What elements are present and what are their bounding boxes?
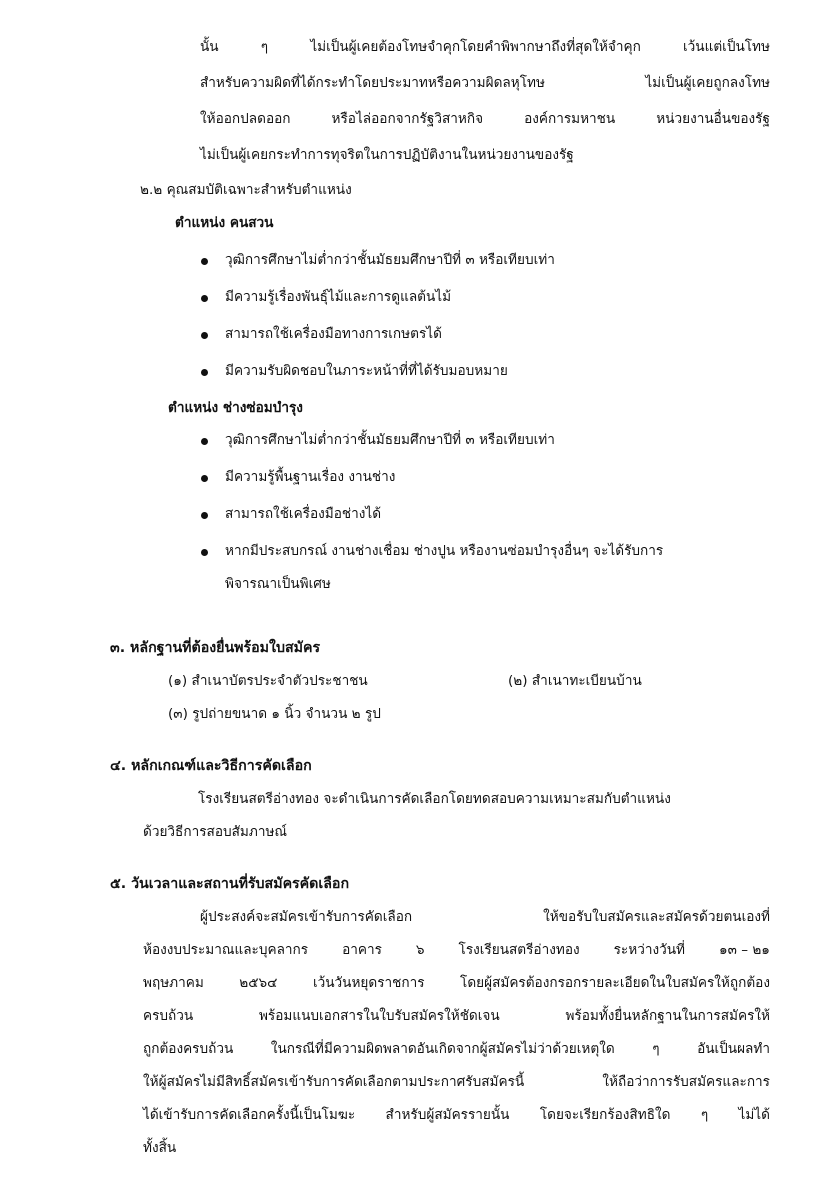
position-title-gardener: ตำแหน่ง คนสวน <box>175 215 274 231</box>
text-segment: อันเป็นผลทำ <box>697 1041 770 1057</box>
text-segment: ให้ถือว่าการรับสมัครและการ <box>602 1074 770 1090</box>
gardener-requirement: สามารถใช้เครื่องมือทางการเกษตรได้ <box>225 326 442 342</box>
text-segment: เว้นวันหยุดราชการ <box>312 975 425 991</box>
gardener-requirement: วุฒิการศึกษาไม่ต่ำกว่าชั้นมัธยมศึกษาปีที่ ๓ หรือเทียบเท่า <box>225 252 555 268</box>
maintenance-requirement: หากมีประสบกรณ์ งานช่างเชื่อม ช่างปูน หรืองานซ่อมบำรุงอื่นๆ จะได้รับการ <box>225 543 664 559</box>
text-segment: ๆ <box>700 1107 709 1123</box>
paragraph-line <box>200 109 770 129</box>
text-segment: ในกรณีที่มีความผิดพลาดอันเกิดจากผู้สมัครไม่ว่าด้วยเหตุใด <box>270 1041 615 1057</box>
text-segment: สำหรับผู้สมัครรายนั้น <box>385 1107 510 1123</box>
text-segment: นั้น <box>200 39 219 55</box>
text-segment: หรือไล่ออกจากรัฐวิสาหกิจ <box>331 111 484 127</box>
section-2-2-heading: ๒.๒ คุณสมบัติเฉพาะสำหรับตำแหน่ง <box>140 182 352 198</box>
bullet-icon <box>201 258 208 265</box>
section-4-text: ด้วยวิธีการสอบสัมภาษณ์ <box>143 824 288 840</box>
paragraph-line <box>200 37 770 57</box>
text-segment: โรงเรียนสตรีอ่างทอง <box>458 942 580 958</box>
bullet-icon <box>201 549 208 556</box>
text-segment: ๆ <box>260 39 269 55</box>
section-4-heading: ๔. หลักเกณฑ์และวิธีการคัดเลือก <box>110 758 312 774</box>
gardener-requirement: มีความรับผิดชอบในภาระหน้าที่ที่ได้รับมอบหมาย <box>225 363 508 379</box>
text-segment: ทั้งสิ้น <box>143 1140 177 1156</box>
text-segment: ไม่ได้ <box>738 1107 770 1123</box>
maintenance-requirement-continued: พิจารณาเป็นพิเศษ <box>225 576 331 592</box>
text-segment: อาคาร <box>342 942 382 958</box>
paragraph-line <box>143 1105 770 1125</box>
paragraph-line <box>200 145 574 165</box>
text-segment: ให้ผู้สมัครไม่มีสิทธิ์สมัครเข้ารับการคัดเลือกตามประกาศรับสมัครนี้ <box>143 1074 525 1090</box>
text-segment: ครบถ้วน <box>143 1008 194 1024</box>
text-segment: โดยจะเรียกร้องสิทธิใด <box>539 1107 671 1123</box>
text-segment: ผู้ประสงค์จะสมัครเข้ารับการคัดเลือก <box>200 909 413 925</box>
text-segment: ๑๓ – ๒๑ <box>718 942 770 958</box>
bullet-icon <box>201 295 208 302</box>
text-segment: พร้อมทั้งยื่นหลักฐานในการสมัครให้ <box>565 1008 770 1024</box>
text-segment: โดยผู้สมัครต้องกรอกรายละเอียดในใบสมัครให้ถูกต้อง <box>460 975 770 991</box>
text-segment: พร้อมแนบเอกสารในใบรับสมัครให้ชัดเจน <box>258 1008 500 1024</box>
maintenance-requirement: วุฒิการศึกษาไม่ต่ำกว่าชั้นมัธยมศึกษาปีที่ ๓ หรือเทียบเท่า <box>225 432 555 448</box>
text-segment: ๒๕๖๔ <box>239 975 278 991</box>
paragraph-line <box>200 907 770 927</box>
document-item: (๒) สำเนาทะเบียนบ้าน <box>508 673 642 689</box>
document-item: (๑) สำเนาบัตรประจำตัวประชาชน <box>168 673 368 689</box>
text-segment: เว้นแต่เป็นโทษ <box>683 39 770 55</box>
bullet-icon <box>201 332 208 339</box>
text-segment: ให้ขอรับใบสมัครและสมัครด้วยตนเองที่ <box>543 909 770 925</box>
text-segment: องค์การมหาชน <box>524 111 616 127</box>
text-segment: สำหรับความผิดที่ได้กระทำโดยประมาทหรือความผิดลหุโทษ <box>200 75 545 91</box>
text-segment: ไม่เป็นผู้เคยกระทำการทุจริตในการปฏิบัติงานในหน่วยงานของรัฐ <box>200 147 574 163</box>
text-segment: หน่วยงานอื่นของรัฐ <box>656 111 770 127</box>
gardener-requirement: มีความรู้เรื่องพันธุ์ไม้และการดูแลต้นไม้ <box>225 289 452 305</box>
paragraph-line <box>143 1039 770 1059</box>
bullet-icon <box>201 475 208 482</box>
bullet-icon <box>201 438 208 445</box>
maintenance-requirement: สามารถใช้เครื่องมือช่างได้ <box>225 506 382 522</box>
text-segment: ไม่เป็นผู้เคยถูกลงโทษ <box>645 75 770 91</box>
text-segment: ได้เข้ารับการคัดเลือกครั้งนี้เป็นโมฆะ <box>143 1107 356 1123</box>
bullet-icon <box>201 512 208 519</box>
bullet-icon <box>201 369 208 376</box>
section-4-text: โรงเรียนสตรีอ่างทอง จะดำเนินการคัดเลือกโดยทดสอบความเหมาะสมกับตำแหน่ง <box>198 791 671 807</box>
text-segment: ๆ <box>652 1041 660 1057</box>
paragraph-line <box>143 1138 176 1158</box>
text-segment: พฤษภาคม <box>143 975 204 991</box>
text-segment: ๖ <box>415 942 425 958</box>
section-3-heading: ๓. หลักฐานที่ต้องยื่นพร้อมใบสมัคร <box>110 640 321 656</box>
maintenance-requirement: มีความรู้พื้นฐานเรื่อง งานช่าง <box>225 469 396 485</box>
text-segment: ให้ออกปลดออก <box>200 111 291 127</box>
text-segment: ถูกต้องครบถ้วน <box>143 1041 234 1057</box>
paragraph-line <box>143 940 770 960</box>
position-title-maintenance: ตำแหน่ง ช่างซ่อมบำรุง <box>168 400 303 416</box>
text-segment: ไม่เป็นผู้เคยต้องโทษจำคุกโดยคำพิพากษาถึงที่สุดให้จำคุก <box>310 39 641 55</box>
document-item: (๓) รูปถ่ายขนาด ๑ นิ้ว จำนวน ๒ รูป <box>168 706 381 722</box>
paragraph-line <box>200 73 770 93</box>
text-segment: ระหว่างวันที่ <box>613 942 685 958</box>
text-segment: ห้องงบประมาณและบุคลากร <box>143 942 309 958</box>
paragraph-line <box>143 1072 770 1092</box>
section-5-heading: ๕. วันเวลาและสถานที่รับสมัครคัดเลือก <box>110 876 350 892</box>
paragraph-line <box>143 973 770 993</box>
paragraph-line <box>143 1006 770 1026</box>
